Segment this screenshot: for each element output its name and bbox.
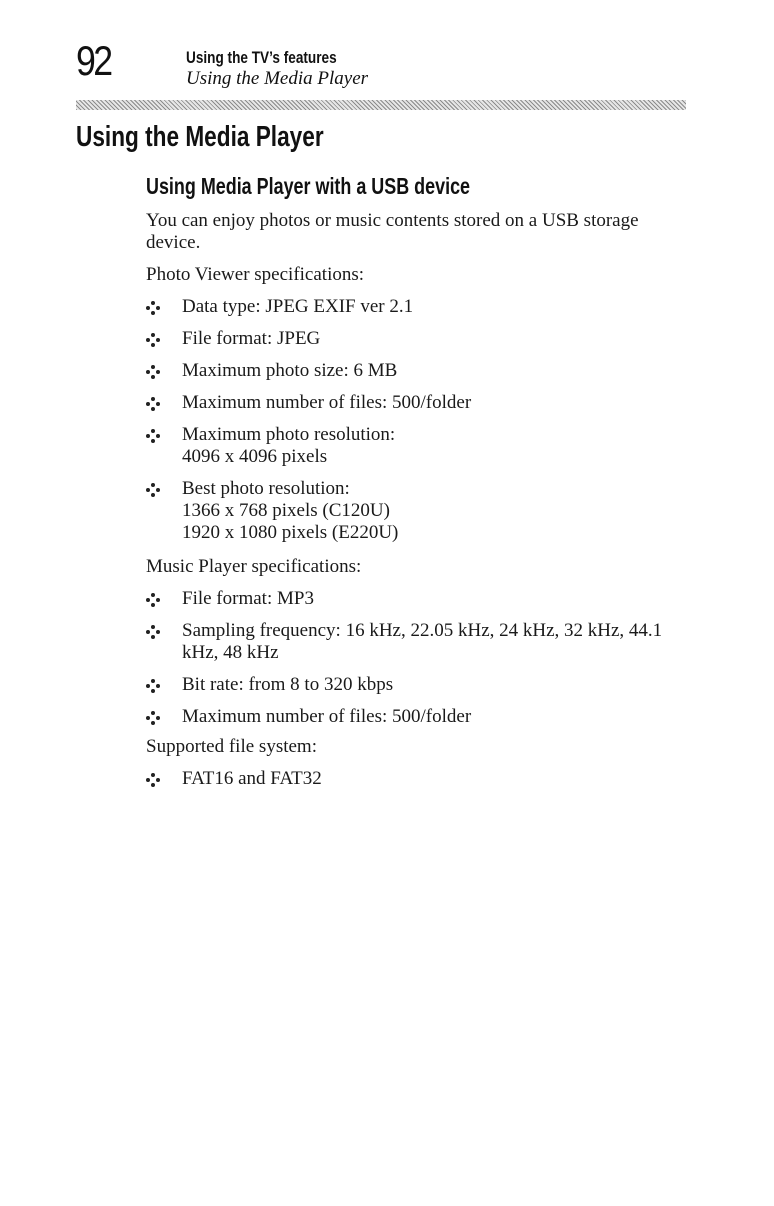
- music-spec-list: [146, 588, 686, 738]
- intro-paragraph: You can enjoy photos or music contents stored on a USB storage device.: [146, 210, 639, 253]
- diamond-dots-icon: [146, 429, 160, 443]
- list-item-subline: 1366 x 768 pixels (C120U): [182, 500, 390, 521]
- diamond-dots-icon: [146, 397, 160, 411]
- list-item-text: Maximum number of files: 500/folder: [182, 392, 472, 413]
- list-item: [146, 392, 686, 414]
- subsection-heading: Using Media Player with a USB device: [146, 173, 471, 199]
- list-item-text: Sampling frequency: 16 kHz, 22.05 kHz, 24 kHz, 32 kHz, 44.1 kHz, 48 kHz: [182, 620, 663, 663]
- list-item: [146, 478, 686, 544]
- list-item-subline: 4096 x 4096 pixels: [182, 446, 328, 467]
- list-item: [146, 620, 686, 664]
- header-rule: [76, 100, 686, 110]
- diamond-dots-icon: [146, 593, 160, 607]
- list-item-text: Bit rate: from 8 to 320 kbps: [182, 674, 394, 695]
- list-item: [146, 424, 686, 468]
- photo-spec-label: Photo Viewer specifications:: [146, 264, 365, 285]
- list-item-subline: 1920 x 1080 pixels (E220U): [182, 522, 399, 543]
- diamond-dots-icon: [146, 333, 160, 347]
- list-item: [146, 768, 686, 790]
- diamond-dots-icon: [146, 365, 160, 379]
- diamond-dots-icon: [146, 483, 160, 497]
- section-heading: Using the Media Player: [76, 121, 324, 153]
- list-item-text: Data type: JPEG EXIF ver 2.1: [182, 296, 414, 317]
- list-item-text: FAT16 and FAT32: [182, 768, 322, 789]
- list-item-text: Maximum photo resolution:: [182, 424, 396, 445]
- diamond-dots-icon: [146, 773, 160, 787]
- page-number: 92: [76, 37, 111, 84]
- list-item-text: File format: MP3: [182, 588, 314, 609]
- list-item: [146, 360, 686, 382]
- list-item: [146, 296, 686, 318]
- list-item-text: Maximum photo size: 6 MB: [182, 360, 398, 381]
- list-item: [146, 328, 686, 350]
- running-header: [186, 48, 374, 90]
- running-header-section: Using the Media Player: [186, 68, 369, 89]
- list-item-text: Maximum number of files: 500/folder: [182, 706, 472, 727]
- list-item-text: Best photo resolution:: [182, 478, 350, 499]
- diamond-dots-icon: [146, 301, 160, 315]
- list-item-text: File format: JPEG: [182, 328, 321, 349]
- diamond-dots-icon: [146, 679, 160, 693]
- music-spec-label: Music Player specifications:: [146, 556, 362, 577]
- diamond-dots-icon: [146, 625, 160, 639]
- file-system-list: [146, 768, 686, 800]
- photo-spec-list: [146, 296, 686, 554]
- list-item: [146, 706, 686, 728]
- file-system-label: Supported file system:: [146, 736, 317, 757]
- list-item: [146, 674, 686, 696]
- diamond-dots-icon: [146, 711, 160, 725]
- running-header-chapter: Using the TV’s features: [186, 48, 337, 67]
- list-item: [146, 588, 686, 610]
